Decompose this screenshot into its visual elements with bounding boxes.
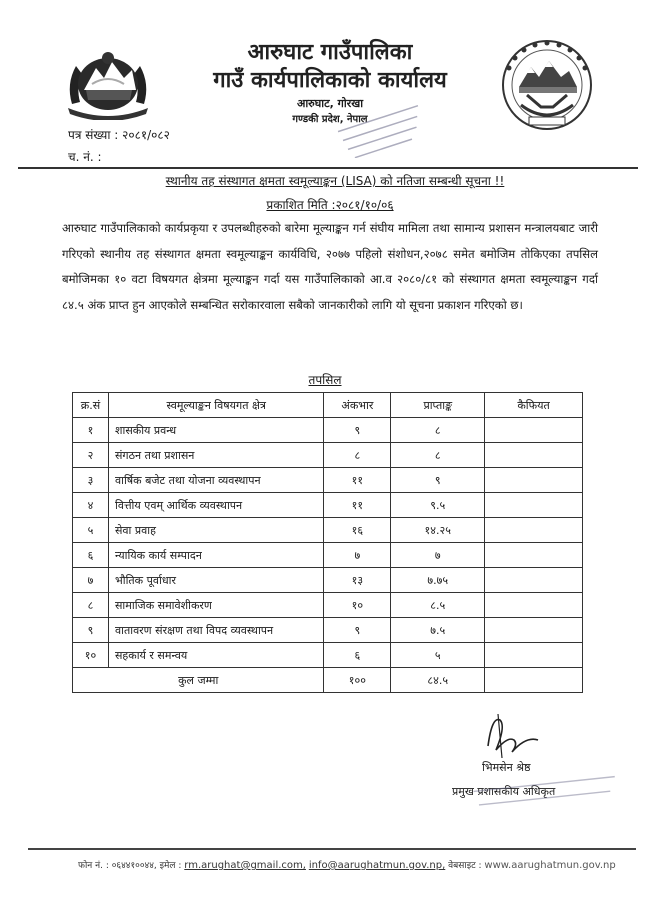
phone-number: ०६४४१००४४, xyxy=(111,861,157,871)
phone-label: फोन नं. : xyxy=(78,861,109,871)
website-label: वेबसाइट : xyxy=(448,861,482,871)
header-weight: अंकभार xyxy=(324,393,391,418)
score-table xyxy=(72,392,583,693)
cell-area: न्यायिक कार्य सम्पादन xyxy=(108,543,323,568)
table-row xyxy=(73,518,583,543)
cell-remarks xyxy=(485,593,583,618)
table-row xyxy=(73,418,583,443)
letter-number-value: २०८१/०८२ xyxy=(122,128,170,142)
office-subtitle: गाउँ कार्यपालिकाको कार्यालय xyxy=(213,68,447,93)
total-label: कुल जम्मा xyxy=(73,668,324,693)
cell-serial: ३ xyxy=(73,468,109,493)
cell-score: ९.५ xyxy=(391,493,485,518)
address-line-1: आरुघाट, गोरखा xyxy=(296,97,364,110)
cell-score: ७.७५ xyxy=(391,568,485,593)
municipality-logo-icon xyxy=(497,35,597,135)
signature-stamp-icon xyxy=(470,772,620,812)
cell-serial: १ xyxy=(73,418,109,443)
table-row xyxy=(73,643,583,668)
cell-remarks xyxy=(485,468,583,493)
cell-weight: ११ xyxy=(324,493,391,518)
table-row xyxy=(73,493,583,518)
cell-area: सामाजिक समावेशीकरण xyxy=(108,593,323,618)
cell-weight: १६ xyxy=(324,518,391,543)
cell-area: वित्तीय एवम् आर्थिक व्यवस्थापन xyxy=(108,493,323,518)
footer-divider xyxy=(28,848,636,850)
cell-score: ७ xyxy=(391,543,485,568)
cell-remarks xyxy=(485,418,583,443)
cell-score: ८.५ xyxy=(391,593,485,618)
dispatch-number-label: च. नं. : xyxy=(68,150,102,164)
cell-area: सेवा प्रवाह xyxy=(108,518,323,543)
cell-serial: ७ xyxy=(73,568,109,593)
website-link[interactable]: www.aarughatmun.gov.np xyxy=(484,860,616,871)
cell-score: ५ xyxy=(391,643,485,668)
cell-score: ८ xyxy=(391,443,485,468)
total-weight: १०० xyxy=(324,668,391,693)
email-link-1[interactable]: rm.arughat@gmail.com, xyxy=(184,860,306,871)
letter-number-label: पत्र संख्या : xyxy=(68,128,119,142)
office-stamp-icon xyxy=(332,104,432,158)
header-divider xyxy=(18,167,638,169)
table-row xyxy=(73,593,583,618)
address-line-2: गण्डकी प्रदेश, नेपाल xyxy=(292,114,368,125)
cell-area: वातावरण संरक्षण तथा विपद व्यवस्थापन xyxy=(108,618,323,643)
cell-area: सहकार्य र समन्वय xyxy=(108,643,323,668)
cell-score: ८ xyxy=(391,418,485,443)
cell-remarks xyxy=(485,518,583,543)
cell-remarks xyxy=(485,568,583,593)
cell-area: भौतिक पूर्वाधार xyxy=(108,568,323,593)
email-label: इमेल : xyxy=(159,861,182,871)
signatory-name: भिमसेन श्रेष्ठ xyxy=(482,761,531,774)
notice-body: आरुघाट गाउँपालिकाको कार्यप्रकृया र उपलब्धीहरुको बारेमा मूल्याङ्कन गर्न संघीय मामिला तथा सामान्य प्रशासन मन्त्रालयबाट जारी गरिएको स्थानीय तह संस्थागत क्षमता स्वमूल्याङ्कन कार्यविधि, २०७७ पहिलो संशोधन,२०७८ समेत बमोजिम तोकिएका तपसिल बमोजिमका १० वटा विषयगत क्षेत्रमा मूल्याङ्कन गर्दा यस गाउँपालिकाको आ.व २०८०/८१ को संस्थागत क्षमता स्वमूल्याङ्कन गर्दा ८४.५ अंक प्राप्त हुन आएकोले सम्बन्धित सरोकारवाला सबैको जानकारीको लागि यो सूचना प्रकाशन गरिएको छ। xyxy=(62,221,598,312)
table-caption: तपसिल xyxy=(308,373,342,387)
cell-serial: १० xyxy=(73,643,109,668)
cell-serial: ९ xyxy=(73,618,109,643)
signature-icon xyxy=(478,706,548,766)
published-date: प्रकाशित मिति :२०८१/१०/०६ xyxy=(266,198,394,212)
email-link-2[interactable]: info@aarughatmun.gov.np, xyxy=(308,860,446,871)
header-area: स्वमूल्याङ्कन विषयगत क्षेत्र xyxy=(108,393,323,418)
table-total-row xyxy=(73,668,583,693)
cell-score: १४.२५ xyxy=(391,518,485,543)
cell-score: ९ xyxy=(391,468,485,493)
cell-weight: ६ xyxy=(324,643,391,668)
cell-weight: ८ xyxy=(324,443,391,468)
cell-serial: ८ xyxy=(73,593,109,618)
cell-weight: ९ xyxy=(324,618,391,643)
cell-serial: ४ xyxy=(73,493,109,518)
letter-number xyxy=(68,126,170,143)
cell-score: ७.५ xyxy=(391,618,485,643)
cell-serial: २ xyxy=(73,443,109,468)
header-serial: क्र.सं xyxy=(73,393,109,418)
cell-weight: १० xyxy=(324,593,391,618)
dispatch-number xyxy=(68,148,102,165)
cell-area: संगठन तथा प्रशासन xyxy=(108,443,323,468)
cell-remarks xyxy=(485,443,583,468)
nepal-emblem-icon xyxy=(62,44,154,120)
cell-serial: ६ xyxy=(73,543,109,568)
header-remarks: कैफियत xyxy=(485,393,583,418)
table-row xyxy=(73,468,583,493)
cell-remarks xyxy=(485,543,583,568)
cell-weight: ११ xyxy=(324,468,391,493)
cell-area: शासकीय प्रवन्ध xyxy=(108,418,323,443)
signatory-title: प्रमुख प्रशासकीय अधिकृत xyxy=(452,785,556,798)
cell-serial: ५ xyxy=(73,518,109,543)
table-row xyxy=(73,618,583,643)
table-header-row xyxy=(73,393,583,418)
office-title: आरुघाट गाउँपालिका xyxy=(247,40,413,65)
cell-remarks xyxy=(485,643,583,668)
footer-contact xyxy=(78,858,638,871)
cell-area: वार्षिक बजेट तथा योजना व्यवस्थापन xyxy=(108,468,323,493)
cell-remarks xyxy=(485,618,583,643)
cell-weight: ९ xyxy=(324,418,391,443)
total-score: ८४.५ xyxy=(391,668,485,693)
notice-subject: स्थानीय तह संस्थागत क्षमता स्वमूल्याङ्कन (LISA) को नतिजा सम्बन्धी सूचना !! xyxy=(165,174,505,188)
table-row xyxy=(73,543,583,568)
cell-weight: १३ xyxy=(324,568,391,593)
table-row xyxy=(73,443,583,468)
table-row xyxy=(73,568,583,593)
cell-weight: ७ xyxy=(324,543,391,568)
total-remarks xyxy=(485,668,583,693)
cell-remarks xyxy=(485,493,583,518)
header-score: प्राप्ताङ्क xyxy=(391,393,485,418)
